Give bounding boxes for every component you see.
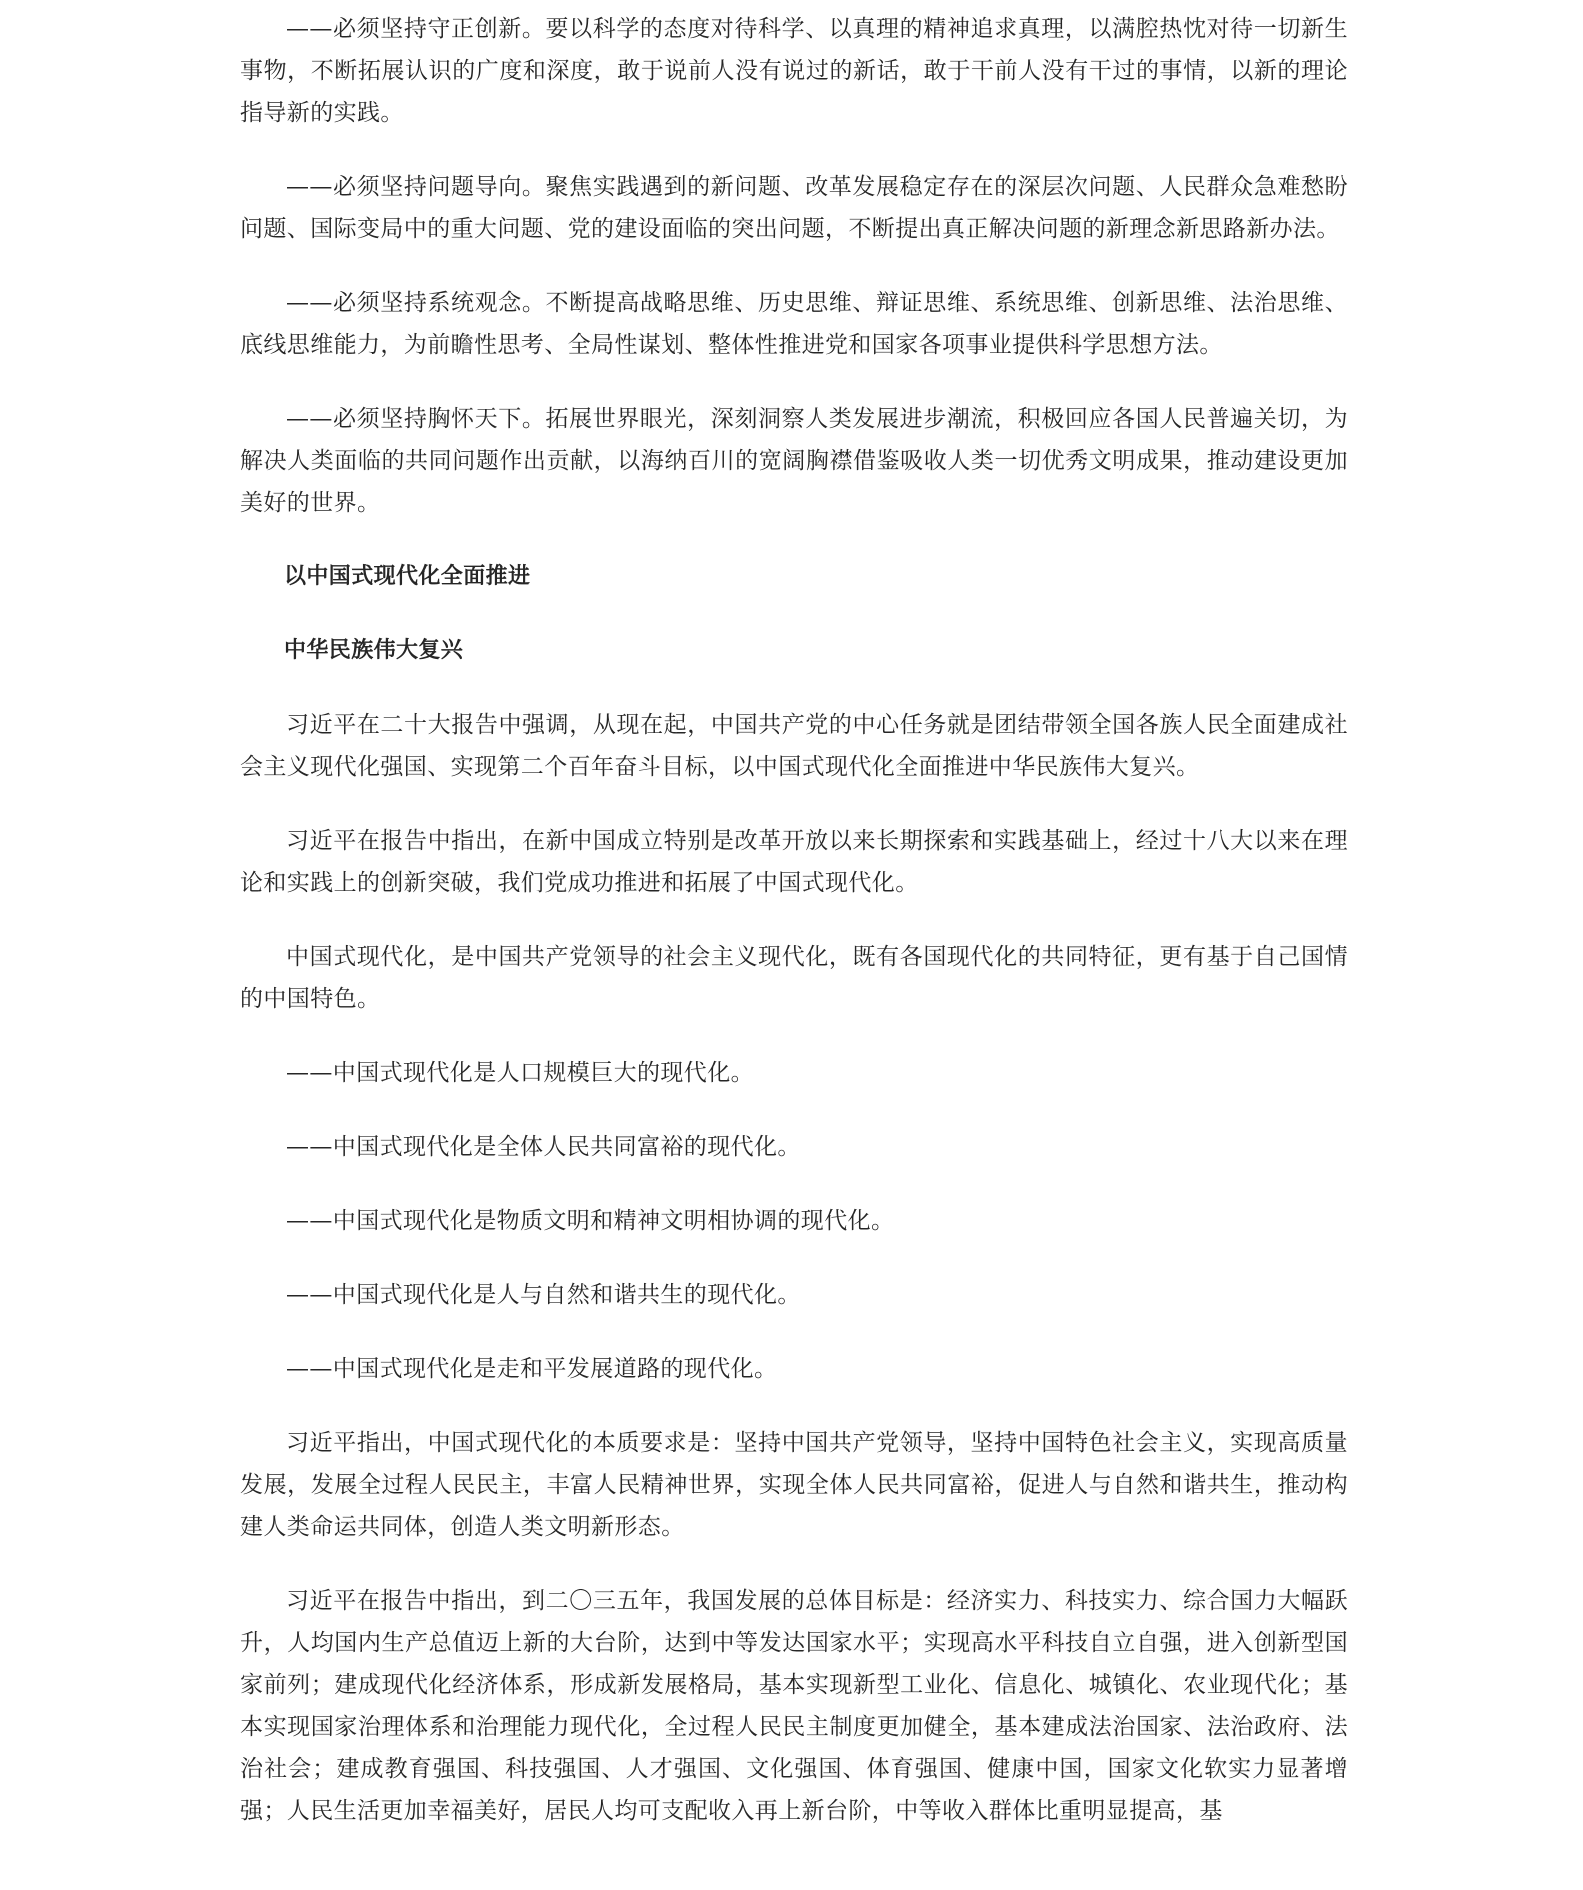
list-item-gongtong-fuyu: ——中国式现代化是全体人民共同富裕的现代化。 [286, 1134, 801, 1160]
paragraph-zhongxin-renwu: 习近平在二十大报告中强调，从现在起，中国共产党的中心任务就是团结带领全国各族人民全面建成社会主义现代化强国、实现第二个百年奋斗目标，以中国式现代化全面推进中华民族伟大复兴。 [240, 712, 1348, 780]
paragraph-shouzheng-chuangxin: ——必须坚持守正创新。要以科学的态度对待科学、以真理的精神追求真理，以满腔热忱对待一切新生事物，不断拓展认识的广度和深度，敢于说前人没有说过的新话，敢于干前人没有干过的事情，以新的理论指导新的实践。 [240, 16, 1348, 126]
paragraph-2035-mubiao: 习近平在报告中指出，到二〇三五年，我国发展的总体目标是：经济实力、科技实力、综合国力大幅跃升，人均国内生产总值迈上新的大台阶，达到中等发达国家水平；实现高水平科技自立自强，进入创新型国家前列；建成现代化经济体系，形成新发展格局，基本实现新型工业化、信息化、城镇化、农业现代化；基本实现国家治理体系和治理能力现代化，全过程人民民主制度更加健全，基本建成法治国家、法治政府、法治社会；建成教育强国、科技强国、人才强国、文化强国、体育强国、健康中国，国家文化软实力显著增强；人民生活更加幸福美好，居民人均可支配收入再上新台阶，中等收入群体比重明显提高，基 [240, 1588, 1348, 1824]
list-item-ren-yu-ziran: ——中国式现代化是人与自然和谐共生的现代化。 [286, 1282, 801, 1308]
paragraph-zhongguo-tese: 中国式现代化，是中国共产党领导的社会主义现代化，既有各国现代化的共同特征，更有基于自己国情的中国特色。 [240, 944, 1348, 1012]
list-item-heping-fazhan: ——中国式现代化是走和平发展道路的现代化。 [286, 1356, 778, 1382]
paragraph-xionghuai-tianxia: ——必须坚持胸怀天下。拓展世界眼光，深刻洞察人类发展进步潮流，积极回应各国人民普遍关切，为解决人类面临的共同问题作出贡献，以海纳百川的宽阔胸襟借鉴吸收人类一切优秀文明成果，推动建设更加美好的世界。 [240, 406, 1348, 516]
section-heading-line-2: 中华民族伟大复兴 [284, 638, 464, 663]
paragraph-xitong-guannian: ——必须坚持系统观念。不断提高战略思维、历史思维、辩证思维、系统思维、创新思维、法治思维、底线思维能力，为前瞻性思考、全局性谋划、整体性推进党和国家各项事业提供科学思想方法。 [240, 290, 1348, 358]
paragraph-wenti-daoxiang: ——必须坚持问题导向。聚焦实践遇到的新问题、改革发展稳定存在的深层次问题、人民群众急难愁盼问题、国际变局中的重大问题、党的建设面临的突出问题，不断提出真正解决问题的新理念新思路新办法。 [240, 174, 1348, 242]
article-body [240, 8, 1348, 1864]
paragraph-chenggong-tuijin: 习近平在报告中指出，在新中国成立特别是改革开放以来长期探索和实践基础上，经过十八大以来在理论和实践上的创新突破，我们党成功推进和拓展了中国式现代化。 [240, 828, 1348, 896]
list-item-renkou-guimo: ——中国式现代化是人口规模巨大的现代化。 [286, 1060, 754, 1086]
section-heading-line-1: 以中国式现代化全面推进 [284, 564, 531, 589]
list-item-wuzhi-jingshen: ——中国式现代化是物质文明和精神文明相协调的现代化。 [286, 1208, 895, 1234]
paragraph-benzhi-yaoqiu: 习近平指出，中国式现代化的本质要求是：坚持中国共产党领导，坚持中国特色社会主义，实现高质量发展，发展全过程人民民主，丰富人民精神世界，实现全体人民共同富裕，促进人与自然和谐共生，推动构建人类命运共同体，创造人类文明新形态。 [240, 1430, 1348, 1540]
